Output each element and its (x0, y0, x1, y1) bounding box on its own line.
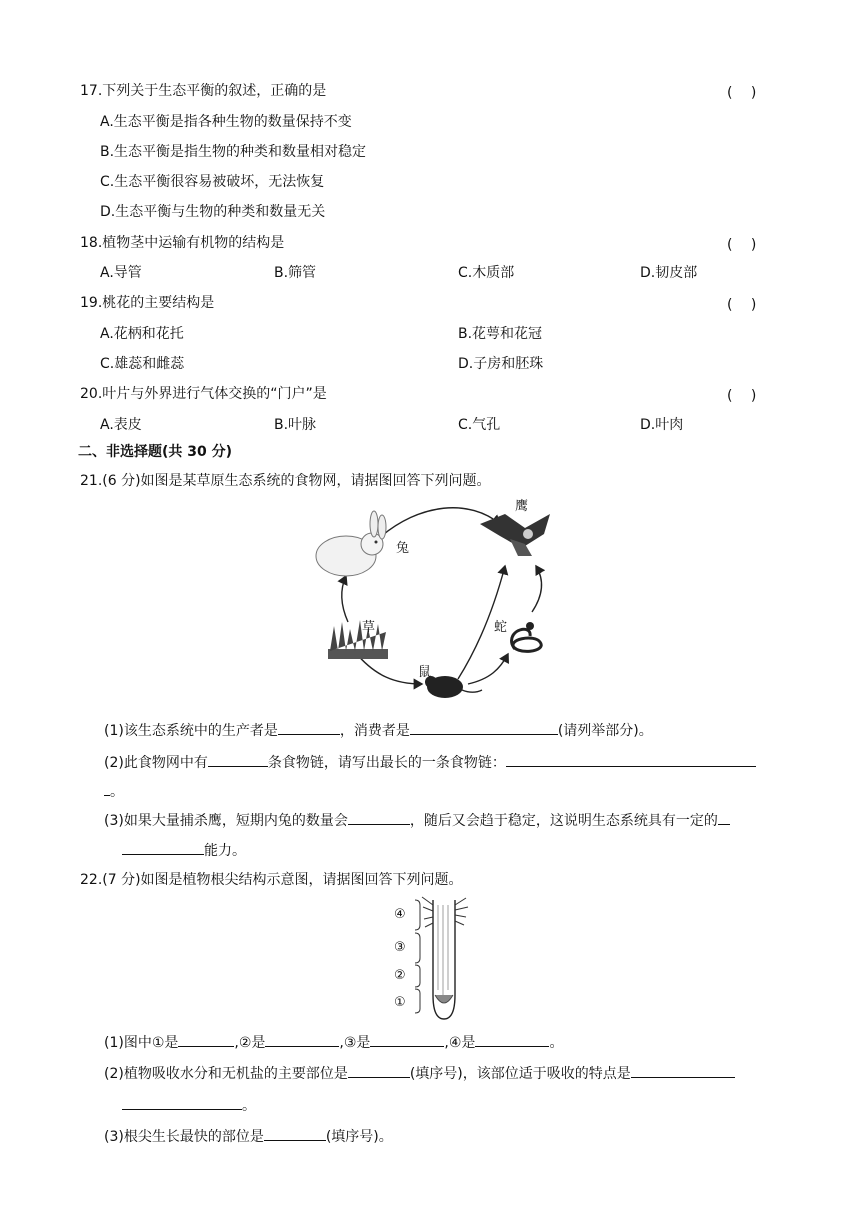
q22-p3-text-b: (填序号)。 (325, 1129, 393, 1145)
label-grass: 草 (362, 620, 376, 635)
q21-p2-end: 。 (110, 784, 124, 800)
question-21-part-3 (104, 810, 730, 830)
option-19-d: D.子房和胚珠 (458, 356, 544, 372)
question-22-part-2-cont (122, 1095, 256, 1115)
blank-producer[interactable] (278, 720, 340, 735)
question-22-stem: 22.(7 分)如图是植物根尖结构示意图，请据图回答下列问题。 (80, 872, 463, 888)
answer-bracket-20: ( ) (727, 388, 757, 404)
q22-p1-text-a: (1)图中①是 (104, 1035, 179, 1051)
option-18-b: B.筛管 (274, 265, 317, 281)
question-21-stem: 21.(6 分)如图是某草原生态系统的食物网，请据图回答下列问题。 (80, 473, 491, 489)
blank-absorb-feature-cont[interactable] (122, 1095, 242, 1110)
q22-p2-text-a: (2)植物吸收水分和无机盐的主要部位是 (104, 1066, 348, 1082)
blank-ability[interactable] (122, 840, 204, 855)
label-mouse: 鼠 (418, 665, 432, 680)
label-region-1: ① (394, 995, 406, 1010)
blank-region-2[interactable] (265, 1032, 339, 1047)
q22-p2-end: 。 (242, 1098, 256, 1114)
q22-p1-text-b: ,②是 (234, 1035, 266, 1051)
grass-illustration (328, 620, 388, 659)
blank-absorb-region[interactable] (348, 1063, 410, 1078)
label-region-3: ③ (394, 940, 406, 955)
q21-p3-text-a: (3)如果大量捕杀鹰，短期内兔的数量会 (104, 813, 348, 829)
arrow-snake-to-eagle (532, 566, 542, 612)
blank-region-3[interactable] (370, 1032, 444, 1047)
option-17-d: D.生态平衡与生物的种类和数量无关 (100, 204, 326, 220)
blank-region-1[interactable] (178, 1032, 234, 1047)
question-20-stem: 20.叶片与外界进行气体交换的“门户”是 (80, 386, 327, 402)
option-19-a: A.花柄和花托 (100, 326, 184, 342)
arrow-mouse-to-snake (468, 654, 508, 684)
food-web-diagram (300, 494, 570, 704)
option-18-a: A.导管 (100, 265, 142, 281)
q21-p1-text-b: ，消费者是 (339, 723, 410, 739)
answer-bracket-18: ( ) (727, 237, 757, 253)
root-tip-illustration (422, 897, 468, 1019)
option-17-b: B.生态平衡是指生物的种类和数量相对稳定 (100, 144, 367, 160)
root-tip-diagram (390, 895, 480, 1020)
blank-absorb-feature[interactable] (631, 1063, 735, 1078)
q22-p1-text-e: 。 (549, 1035, 564, 1051)
q21-p1-text-c: (请列举部分)。 (557, 723, 653, 739)
label-rabbit: 兔 (396, 541, 410, 556)
question-21-part-1 (104, 720, 653, 740)
label-snake: 蛇 (494, 620, 508, 635)
eagle-illustration (480, 514, 550, 556)
option-20-a: A.表皮 (100, 417, 142, 433)
label-region-4: ④ (394, 907, 406, 922)
option-20-b: B.叶脉 (274, 417, 317, 433)
q21-p3-text-b: ，随后又会趋于稳定，这说明生态系统具有一定的 (409, 813, 718, 829)
option-20-d: D.叶肉 (640, 417, 684, 433)
q22-p3-text-a: (3)根尖生长最快的部位是 (104, 1129, 264, 1145)
option-18-c: C.木质部 (458, 265, 515, 281)
q22-p2-text-b: (填序号)，该部位适于吸收的特点是 (409, 1066, 631, 1082)
blank-longest-chain[interactable] (506, 752, 756, 767)
option-18-d: D.韧皮部 (640, 265, 698, 281)
option-17-c: C.生态平衡很容易被破坏，无法恢复 (100, 174, 325, 190)
label-region-2: ② (394, 968, 406, 983)
mouse-illustration (425, 676, 482, 698)
answer-bracket-17: ( ) (727, 85, 757, 101)
question-22-part-2 (104, 1063, 735, 1083)
question-21-part-3-cont (122, 840, 246, 860)
arrow-grass-to-rabbit (342, 576, 348, 622)
blank-consumer[interactable] (410, 720, 558, 735)
q21-p2-text-b: 条食物链，请写出最长的一条食物链： (267, 755, 506, 771)
question-21-part-2-cont (104, 781, 124, 801)
answer-bracket-19: ( ) (727, 297, 757, 313)
option-19-c: C.雄蕊和雌蕊 (100, 356, 185, 372)
question-19-stem: 19.桃花的主要结构是 (80, 295, 215, 311)
blank-chain-count[interactable] (208, 752, 268, 767)
q21-p1-text-a: (1)该生态系统中的生产者是 (104, 723, 278, 739)
section-title: 二、非选择题(共 30 分) (78, 444, 233, 460)
rabbit-illustration (316, 511, 386, 576)
q21-p2-text-a: (2)此食物网中有 (104, 755, 208, 771)
q21-p3-text-c: 能力。 (204, 843, 246, 859)
question-22-part-1 (104, 1032, 563, 1052)
question-22-part-3 (104, 1126, 393, 1146)
question-21-part-2 (104, 752, 756, 772)
blank-fastest-region[interactable] (264, 1126, 326, 1141)
option-19-b: B.花萼和花冠 (458, 326, 543, 342)
question-17-stem: 17.下列关于生态平衡的叙述，正确的是 (80, 83, 327, 99)
blank-ability-start[interactable] (718, 810, 730, 825)
option-17-a: A.生态平衡是指各种生物的数量保持不变 (100, 114, 352, 130)
label-eagle: 鹰 (515, 499, 529, 514)
question-18-stem: 18.植物茎中运输有机物的结构是 (80, 235, 285, 251)
blank-rabbit-change[interactable] (348, 810, 410, 825)
blank-region-4[interactable] (475, 1032, 549, 1047)
q22-p1-text-c: ,③是 (339, 1035, 371, 1051)
snake-illustration (512, 622, 542, 651)
q22-p1-text-d: ,④是 (444, 1035, 476, 1051)
option-20-c: C.气孔 (458, 417, 501, 433)
